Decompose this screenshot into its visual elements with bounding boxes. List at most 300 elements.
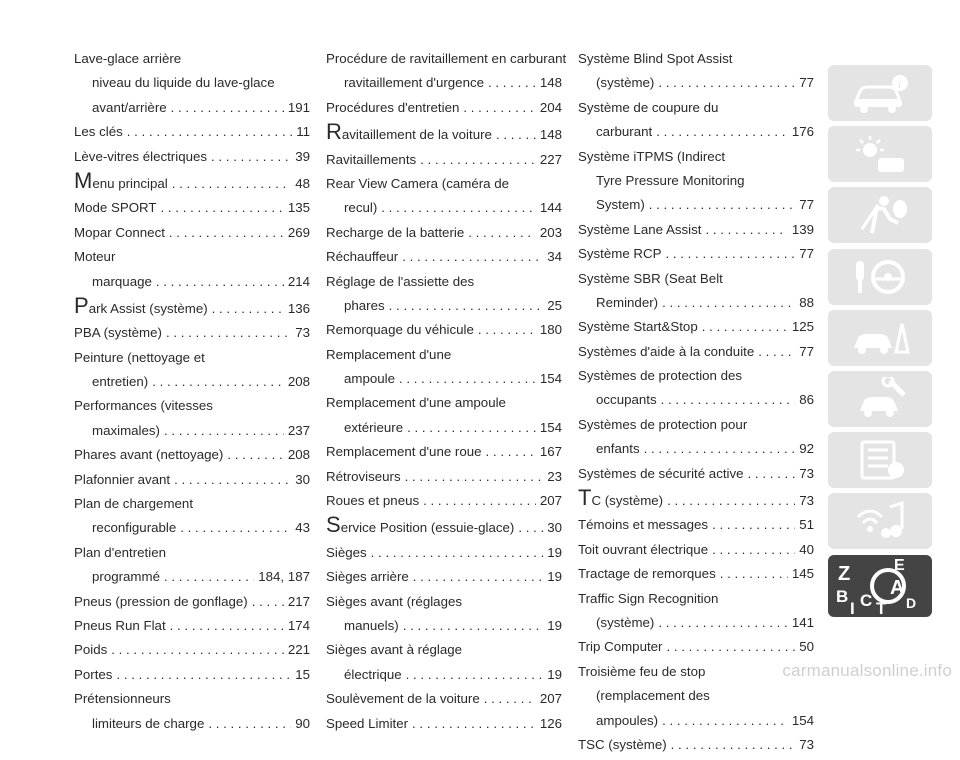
entry-text: Réchauffeur (326, 249, 399, 265)
entry-text: Remplacement d'une ampoule (326, 395, 506, 411)
index-entry (74, 292, 310, 319)
dot-leader (702, 318, 788, 337)
tab-multimedia[interactable] (828, 493, 932, 549)
entry-text: Portes (74, 666, 113, 682)
entry-text: TSC (système) (578, 736, 667, 752)
letter-heading: P (74, 292, 89, 318)
dot-leader (212, 300, 284, 319)
dot-leader (486, 443, 536, 462)
dot-leader (406, 666, 544, 685)
index-entry (326, 175, 562, 194)
index-entry (74, 324, 310, 343)
entry-text: (système) (596, 75, 655, 91)
dot-leader (170, 617, 284, 636)
page-number[interactable]: 148 (539, 75, 562, 91)
entry-text: limiteurs de charge (92, 715, 205, 731)
entry-text: Rear View Camera (caméra de (326, 175, 510, 191)
index-entry (326, 617, 562, 636)
dot-leader (171, 99, 284, 118)
entry-text: Sièges avant (réglages (326, 593, 463, 609)
page-number[interactable]: 221 (287, 642, 310, 658)
index-entry (578, 391, 814, 410)
index-entry (74, 641, 310, 660)
index-entry (578, 736, 814, 755)
dot-leader (180, 519, 291, 538)
entry-text: marquage (92, 273, 152, 289)
entry-text: Lave-glace arrière (74, 51, 182, 66)
airbag-seat-icon (850, 193, 910, 237)
page-number[interactable]: 174 (287, 617, 310, 633)
index-entry (326, 346, 562, 365)
entry-text: extérieure (344, 419, 404, 435)
page-number[interactable]: 11 (296, 124, 310, 140)
page-number[interactable]: 208 (287, 374, 310, 390)
dot-leader (748, 465, 796, 484)
dot-leader (488, 74, 536, 93)
dot-leader (478, 321, 536, 340)
index-entry (578, 440, 814, 459)
dot-leader (389, 297, 544, 316)
index-entry (326, 492, 562, 511)
index-entry (578, 270, 814, 289)
car-info-icon (850, 71, 910, 115)
index-entry (74, 617, 310, 636)
page-number[interactable]: 184, 187 (258, 569, 310, 585)
index-entry (74, 148, 310, 167)
page-number[interactable]: 30 (295, 471, 310, 487)
index-entry (578, 221, 814, 240)
entry-text: C (système) (591, 493, 664, 509)
page-number[interactable]: 30 (547, 520, 562, 536)
entry-text: Trip Computer (578, 639, 663, 655)
page-number[interactable]: 92 (799, 441, 814, 457)
page-number[interactable]: 191 (287, 99, 310, 115)
dot-leader (468, 224, 536, 243)
entry-text: (remplacement des (596, 688, 710, 704)
page-number[interactable]: 90 (295, 715, 310, 731)
index-column-1 (74, 50, 310, 739)
entry-text: niveau du liquide du lave-glace (92, 75, 275, 91)
page-number[interactable]: 227 (539, 151, 562, 167)
entry-text: recul) (344, 200, 378, 216)
tab-dashboard[interactable] (828, 126, 932, 182)
index-entry (578, 485, 814, 511)
page-number[interactable]: 39 (295, 148, 310, 164)
entry-text: programmé (92, 569, 160, 585)
entry-text: Soulèvement de la voiture (326, 691, 480, 707)
page-number[interactable]: 208 (287, 447, 310, 463)
entry-text: Système SBR (Seat Belt (578, 270, 723, 286)
page-number[interactable]: 125 (791, 319, 814, 335)
index-entry (578, 99, 814, 118)
dot-leader (161, 199, 284, 218)
index-letter: T (876, 598, 887, 616)
index-entry (578, 416, 814, 435)
entry-text: Toit ouvrant électrique (578, 541, 709, 557)
page-number[interactable]: 237 (287, 422, 310, 438)
page-number[interactable]: 73 (799, 493, 814, 509)
index-letter: E (894, 556, 905, 574)
dot-leader (662, 294, 795, 313)
page-number[interactable]: 136 (287, 300, 310, 316)
tab-index[interactable] (828, 555, 932, 617)
entry-text: enfants (596, 441, 640, 457)
index-entry (74, 248, 310, 267)
index-entry (578, 196, 814, 215)
entry-text: System) (596, 197, 645, 213)
entry-text: Systèmes de protection pour (578, 416, 748, 432)
index-entry (74, 471, 310, 490)
entry-text: Recharge de la batterie (326, 224, 465, 240)
wrench-car-icon (850, 377, 910, 421)
dot-leader (423, 492, 536, 511)
entry-text: Mopar Connect (74, 224, 165, 240)
index-entry (578, 294, 814, 313)
page-number[interactable]: 19 (547, 544, 562, 560)
index-entry (326, 544, 562, 563)
dot-leader (720, 565, 788, 584)
entry-text: Mode SPORT (74, 200, 157, 216)
page-number[interactable]: 77 (799, 343, 814, 359)
index-entry (578, 663, 814, 682)
entry-text: Poids (74, 642, 108, 658)
technical-data-icon (850, 438, 910, 482)
entry-text: ampoules) (596, 712, 659, 728)
page-number[interactable]: 167 (539, 444, 562, 460)
dot-leader (496, 126, 536, 145)
entry-text: Pneus (pression de gonflage) (74, 593, 248, 609)
page-number[interactable]: 144 (539, 200, 562, 216)
index-column-2 (326, 50, 567, 739)
dot-leader (211, 148, 291, 167)
page-number[interactable]: 19 (547, 569, 562, 585)
entry-text: ark Assist (système) (88, 300, 208, 316)
tab-safety[interactable] (828, 187, 932, 243)
index-entry (326, 666, 562, 685)
index-entry (74, 495, 310, 514)
index-entry (326, 199, 562, 218)
entry-text: Moteur (74, 249, 116, 265)
entry-text: Remplacement d'une (326, 346, 452, 362)
entry-text: avitaillement de la voiture (341, 127, 492, 143)
index-entry (578, 148, 814, 167)
index-letter: D (906, 594, 917, 611)
dot-leader (413, 568, 543, 587)
page-number[interactable]: 73 (799, 465, 814, 481)
svg-text:i: i (898, 77, 902, 91)
dot-leader (658, 614, 787, 633)
dot-leader (402, 248, 543, 267)
page-number[interactable]: 154 (791, 712, 814, 728)
index-entry (326, 248, 562, 267)
entry-text: Système Blind Spot Assist (578, 51, 733, 66)
entry-text: Procédure de ravitaillement en carburant (326, 51, 567, 66)
dot-leader (403, 617, 544, 636)
entry-text: phares (344, 297, 385, 313)
index-entry (326, 370, 562, 389)
page-number[interactable]: 73 (295, 325, 310, 341)
dot-leader (644, 440, 796, 459)
chapter-tabs (828, 65, 932, 622)
entry-text: Témoins et messages (578, 517, 709, 533)
dashboard-lights-icon (850, 132, 910, 176)
entry-text: Plafonnier avant (74, 471, 171, 487)
page-number[interactable]: 19 (547, 666, 562, 682)
entry-text: Speed Limiter (326, 715, 409, 731)
index-entry (74, 123, 310, 142)
index-entry (74, 50, 310, 69)
index-entry (326, 641, 562, 660)
page-number[interactable]: 204 (539, 99, 562, 115)
index-entry (74, 715, 310, 734)
dot-leader (666, 245, 796, 264)
index-entry (578, 565, 814, 584)
index-entry (326, 297, 562, 316)
page-number[interactable]: 217 (287, 593, 310, 609)
index-entry (74, 99, 310, 118)
index-entry (74, 373, 310, 392)
index-entry (578, 712, 814, 731)
entry-text: Système de coupure du (578, 99, 719, 115)
index-entry (74, 446, 310, 465)
index-entry (578, 74, 814, 93)
dot-leader (662, 712, 788, 731)
entry-text: Tractage de remorques (578, 566, 716, 582)
index-entry (326, 50, 567, 69)
page-number[interactable]: 148 (539, 127, 562, 143)
index-entry (74, 690, 310, 709)
page-number[interactable]: 23 (547, 468, 562, 484)
page-number[interactable]: 77 (799, 75, 814, 91)
page-number[interactable]: 77 (799, 197, 814, 213)
page-number[interactable]: 50 (799, 639, 814, 655)
index-letter: A (890, 576, 905, 599)
dot-leader (656, 123, 788, 142)
entry-text: Phares avant (nettoyage) (74, 447, 224, 463)
dot-leader (381, 199, 536, 218)
dot-leader (111, 641, 284, 660)
page-number[interactable]: 15 (295, 666, 310, 682)
index-entry (74, 349, 310, 368)
letter-heading: R (326, 119, 342, 145)
dot-leader (666, 638, 795, 657)
dot-leader (405, 468, 544, 487)
index-entry (578, 123, 814, 142)
index-column-3 (578, 50, 814, 760)
key-steering-icon (850, 255, 910, 299)
index-entry (74, 544, 310, 563)
index-entry (74, 397, 310, 416)
car-crash-icon (850, 316, 910, 360)
dot-leader (227, 446, 284, 465)
dot-leader (420, 151, 536, 170)
letter-heading: M (74, 167, 93, 193)
entry-text: Reminder) (596, 294, 659, 310)
letter-heading: T (578, 485, 592, 511)
page-number[interactable]: 141 (791, 614, 814, 630)
entry-text: ampoule (344, 371, 396, 387)
entry-text: Systèmes de sécurité active (578, 465, 744, 481)
page-number[interactable]: 34 (547, 249, 562, 265)
dot-leader (172, 175, 291, 194)
entry-text: Sièges (326, 544, 367, 560)
dot-leader (166, 324, 291, 343)
index-letter: Z (838, 562, 851, 585)
page-number[interactable]: 48 (295, 175, 310, 191)
dot-leader (705, 221, 787, 240)
index-entry (578, 614, 814, 633)
index-entry (578, 318, 814, 337)
dot-leader (399, 370, 536, 389)
entry-text: Rétroviseurs (326, 468, 401, 484)
dot-leader (116, 666, 291, 685)
page-number[interactable]: 180 (539, 322, 562, 338)
dot-leader (412, 715, 536, 734)
page-number[interactable]: 25 (547, 297, 562, 313)
entry-text: Procédures d'entretien (326, 99, 460, 115)
index-entry (578, 50, 814, 69)
entry-text: Sièges arrière (326, 569, 409, 585)
entry-text: ervice Position (essuie-glace) (340, 520, 515, 536)
index-entry (326, 443, 562, 462)
index-entry (578, 590, 814, 609)
index-entry (326, 593, 562, 612)
tab-emergency[interactable] (828, 310, 932, 366)
entry-text: Système Lane Assist (578, 221, 702, 237)
index-entry (326, 151, 562, 170)
index-entry (326, 468, 562, 487)
entry-text: Système RCP (578, 246, 662, 262)
page-number[interactable]: 51 (799, 517, 814, 533)
index-entry (578, 343, 814, 362)
entry-text: Systèmes de protection des (578, 368, 743, 384)
dot-leader (164, 568, 254, 587)
index-letter: B (836, 586, 849, 606)
dot-leader (174, 471, 291, 490)
index-entry (74, 593, 310, 612)
page-number[interactable]: 269 (287, 224, 310, 240)
entry-text: carburant (596, 124, 653, 140)
page-number[interactable]: 176 (791, 124, 814, 140)
index-entry (74, 224, 310, 243)
index-entry (326, 119, 562, 145)
entry-text: Lève-vitres électriques (74, 148, 208, 164)
tab-maintenance[interactable] (828, 371, 932, 427)
entry-text: Plan de chargement (74, 496, 194, 512)
index-entry (326, 99, 562, 118)
entry-text: Les clés (74, 124, 123, 140)
entry-text: Pneus Run Flat (74, 617, 166, 633)
index-letter: C (860, 590, 873, 610)
entry-text: ravitaillement d'urgence (344, 75, 485, 91)
dot-leader (658, 74, 795, 93)
entry-text: entretien) (92, 374, 149, 390)
page-number[interactable]: 40 (799, 541, 814, 557)
index-entry (326, 224, 562, 243)
dot-leader (671, 736, 796, 755)
entry-text: Remorquage du véhicule (326, 322, 474, 338)
entry-text: Tyre Pressure Monitoring (596, 172, 745, 188)
entry-text: occupants (596, 392, 657, 408)
index-entry (326, 512, 562, 538)
letter-heading: S (326, 512, 341, 538)
tab-technical-data[interactable] (828, 432, 932, 488)
index-entry (74, 519, 310, 538)
page-number[interactable]: 207 (539, 691, 562, 707)
multimedia-icon (850, 499, 910, 543)
index-entry (326, 690, 562, 709)
entry-text: reconfigurable (92, 520, 177, 536)
page-number[interactable]: 214 (287, 273, 310, 289)
dot-leader (164, 422, 284, 441)
index-entry (578, 465, 814, 484)
dot-leader (156, 273, 284, 292)
page-number[interactable]: 77 (799, 246, 814, 262)
entry-text: Réglage de l'assiette des (326, 273, 475, 289)
index-entry (578, 367, 814, 386)
tab-vehicle-info[interactable] (828, 65, 932, 121)
dot-leader (758, 343, 795, 362)
page-number[interactable]: 139 (791, 221, 814, 237)
entry-text: Remplacement d'une roue (326, 444, 482, 460)
page-number[interactable]: 154 (539, 419, 562, 435)
dot-leader (649, 196, 795, 215)
entry-text: (système) (596, 614, 655, 630)
entry-text: Peinture (nettoyage et (74, 349, 205, 365)
tab-starting-driving[interactable] (828, 249, 932, 305)
page-number[interactable]: 86 (799, 392, 814, 408)
dot-leader (712, 516, 795, 535)
index-entry (578, 687, 814, 706)
index-entry (578, 245, 814, 264)
page-number[interactable]: 207 (539, 493, 562, 509)
index-entry (578, 638, 814, 657)
page-number[interactable]: 43 (295, 520, 310, 536)
page-number[interactable]: 154 (539, 371, 562, 387)
page-number[interactable]: 88 (799, 294, 814, 310)
entry-text: Troisième feu de stop (578, 663, 706, 679)
index-icon (832, 556, 928, 616)
entry-text: maximales) (92, 422, 160, 438)
page-number[interactable]: 145 (791, 566, 814, 582)
page-number[interactable]: 126 (539, 715, 562, 731)
dot-leader (518, 519, 543, 538)
dot-leader (371, 544, 544, 563)
index-entry (326, 568, 562, 587)
page-number[interactable]: 73 (799, 736, 814, 752)
entry-text: Système Start&Stop (578, 319, 698, 335)
index-entry (74, 167, 310, 194)
index-entry (326, 321, 562, 340)
entry-text: Ravitaillements (326, 151, 417, 167)
index-entry (326, 715, 562, 734)
entry-text: Performances (vitesses (74, 398, 213, 414)
entry-text: PBA (système) (74, 325, 162, 341)
entry-text: Plan d'entretien (74, 544, 166, 560)
page-number[interactable]: 135 (287, 200, 310, 216)
entry-text: électrique (344, 666, 402, 682)
page-number[interactable]: 19 (547, 617, 562, 633)
dot-leader (127, 123, 292, 142)
entry-text: manuels) (344, 617, 399, 633)
index-entry (74, 422, 310, 441)
dot-leader (463, 99, 535, 118)
entry-text: avant/arrière (92, 99, 167, 115)
index-entry (326, 273, 562, 292)
page-number[interactable]: 203 (539, 224, 562, 240)
dot-leader (152, 373, 284, 392)
dot-leader (712, 541, 795, 560)
